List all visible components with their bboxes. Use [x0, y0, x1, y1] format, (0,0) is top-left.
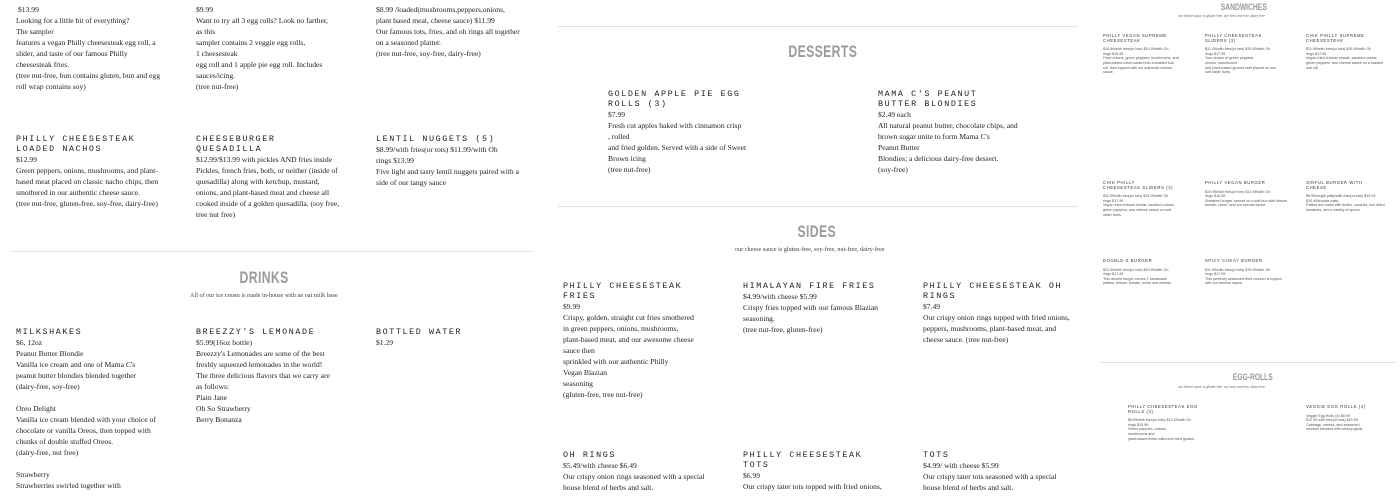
egg-roll-item [1128, 405, 1218, 441]
cheesesteak-oh-rings-title: PHILLY CHEESESTEAK OH RINGS [923, 281, 1063, 301]
sandwich-description: $11.49/with fries(or tots) $15.49/with Oh rings $17.99 Your choice of green peppers, onions, mushrooms and plant-based ground beef placed on two soft slider buns. [1205, 47, 1276, 75]
sandwich-item [1103, 181, 1191, 217]
sandwich-item [1103, 34, 1191, 75]
cheesesteak-oh-rings-price: $7.49 [923, 302, 941, 311]
cheesesteak-tots-description: Our crispy tater tots topped with fried onions, [743, 482, 882, 491]
cheesesteak-oh-rings-description: Our crispy onion rings topped with fried onions, peppers, mushrooms, plant-based meat, and cheese sauce. (tree nut-free) [923, 313, 1070, 344]
milkshakes-item [16, 327, 176, 491]
sandwich-item [1306, 34, 1394, 70]
cheesesteak-fries-price: $9.99 [563, 302, 581, 311]
sandwich-description: $9.99/single patty/with fries(or tots) $13.99 $10.49/double patty Patties are made with lentils, zucchini, sun dried tomatoes, and a variety of spices. [1306, 194, 1385, 212]
sandwich-item [1306, 181, 1394, 213]
egg-roll-title: VEGGIE EGG ROLLS (4) [1306, 404, 1366, 409]
oh-rings-title: OH RINGS [563, 450, 617, 460]
platter-description: $8.99 /loaded(mushrooms,peppers,onions, plant based meat, cheese sauce) $11.99 Our famous tots, fries, and oh rings all together on a seasoned platter. (tree nut-free, soy-free, dairy-free) [376, 5, 520, 58]
loaded-nachos-item [16, 134, 176, 209]
tots-title: TOTS [923, 450, 950, 460]
sandwich-item [1205, 181, 1293, 208]
himalayan-fries-description: Crispy fries topped with our famous Blazian seasoning. (tree nut-free, gluten-free) [743, 303, 878, 334]
tots-description: Our crispy tater tots seasoned with a special house blend of herbs and salt. [923, 472, 1057, 492]
section-divider [558, 26, 1078, 27]
sandwich-title: CHIK PHILLY CHEESESTEAK SLIDERS (3) [1103, 180, 1174, 190]
sandwich-description: $11.99/with fries(or tots) $15.99/with Oh rings $17.99 This perfectly seasoned fried chicken is topped with our famous sauce. [1205, 267, 1282, 286]
sandwich-description: $10.99/with fries(or tots) $14.99/with Oh rings $16.99 Fried onions, green peppers, mushrooms, and plant-based meat loaded into a toasted sub roll, then topped with our authentic cheese sauce. [1103, 47, 1179, 75]
milkshakes-title: MILKSHAKES [16, 327, 83, 337]
lemonade-description: Breezzy's Lemonades are some of the best freshly squeezed lemonades in the world! The three delicious flavors that we carry are as follows: Plain Jane Oh So Strawberry Berry Bonanza [196, 349, 330, 424]
bottled-water-price: $1.29 [376, 338, 394, 347]
cheesesteak-fries-item [563, 281, 713, 400]
milkshake-flavor: Strawberry Strawberries swirled together with [16, 470, 121, 490]
egg-roll-sampler-description: Want to try all 3 egg rolls? Look no farther, as this sampler contains 2 veggie egg rolls, 1 cheesesteak egg roll and 1 apple pie egg roll. Includes sauces/icing. (tree nut-free) [196, 16, 328, 91]
sandwich-title: PHILLY VEGAN BURGER [1205, 180, 1266, 185]
sandwich-title: SINFUL BURGER WITH CHEESE [1306, 180, 1363, 190]
cheesesteak-oh-rings-item [923, 281, 1073, 345]
blondies-price: $2.49 each [878, 110, 911, 119]
sandwich-title: DOUBLE-Z BURGER [1103, 258, 1153, 263]
himalayan-fries-price: $4.99/with cheese $5.99 [743, 292, 817, 301]
egg-rolls-subtitle: our cheese sauce is gluten-free, soy-free, nut-free, dairy-free [1178, 385, 1265, 389]
blondies-item [878, 89, 1038, 175]
egg-roll-description: Veggie Egg Rolls (4) $8.99 $12.99 with fries(or tots) $15.99 Cabbage, carrots, and seasoned noodles blended with savory garlic. [1306, 413, 1364, 432]
egg-roll-title: PHILLY CHEESESTEAK EGG ROLLS (3) [1128, 404, 1198, 414]
sides-heading: SIDES [797, 222, 837, 241]
sandwich-item [1205, 34, 1293, 75]
quesadilla-item [196, 134, 346, 220]
sampler-price: $13.99 [18, 5, 39, 14]
quesadilla-title: CHEESEBURGER QUESADILLA [196, 134, 276, 154]
milkshake-flavor: Peanut Butter Blondie Vanilla ice cream and one of Mama C's peanut butter blondies blended together (dairy-free, soy-free) [16, 349, 137, 391]
section-divider [12, 251, 532, 252]
lemonade-title: BREEZZY'S LEMONADE [196, 327, 316, 337]
blondies-description: All natural peanut butter, chocolate chips, and brown sugar unite to form Mama C's Peanut Butter Blondies; a delicious dairy-free dessert. (soy-free) [878, 121, 1018, 174]
drinks-heading: DRINKS [239, 268, 289, 287]
apple-pie-egg-rolls-item [608, 89, 758, 175]
milkshake-flavor: Oreo Delight Vanilla ice cream blended with your choice of chocolate or vanilla Oreos, then topped with chunks of double stuffed Oreos. (dairy-free, nut free) [16, 404, 156, 457]
milkshakes-price: $6, 12oz [16, 338, 43, 347]
lemonade-price: $5.99(16oz bottle) [196, 338, 253, 347]
platter-item [376, 4, 536, 59]
lemonade-item [196, 327, 346, 425]
apple-pie-egg-rolls-price: $7.99 [608, 110, 626, 119]
himalayan-fries-item [743, 281, 893, 335]
egg-roll-item [1306, 405, 1394, 432]
drinks-subtitle: All of our ice cream is made in-house with an oat milk base [190, 292, 338, 299]
desserts-heading: DESSERTS [788, 42, 858, 61]
apple-pie-egg-rolls-description: Fresh cut apples baked with cinnamon crisp , rolled and fried golden. Served with a side of Sweet Brown icing (tree nut-free) [608, 121, 747, 174]
section-divider [1100, 362, 1396, 363]
lentil-nuggets-title: LENTIL NUGGETS (5) [376, 134, 496, 144]
sandwich-title: CHIK PHILLY SUPREME CHEESESTEAK [1306, 33, 1365, 43]
bottled-water-item [376, 327, 526, 348]
loaded-nachos-price: $12.99 [16, 155, 37, 164]
sampler-item [16, 4, 176, 92]
egg-rolls-heading: EGG-ROLLS [1232, 372, 1273, 382]
quesadilla-description: Pickles, french fries, both, or neither (inside of quesadilla) along with ketchup, mustard, onions, and plant-based meat and cheese all cooked inside of a golden quesadilla. (soy free, tree nut free) [196, 166, 340, 219]
cheesesteak-tots-item [743, 450, 893, 492]
sandwich-description: $11.99/with fries(or tots) $15.99/with Oh rings $17.99 Vegan fried chicken breast, sautéed onions, green peppers, and cheese sauce on a toasted sub roll. [1306, 47, 1384, 70]
sides-subtitle: our cheese sauce is gluten-free, soy-free, nut-free, dairy-free [735, 246, 885, 253]
blondies-title: MAMA C'S PEANUT BUTTER BLONDIES [878, 89, 978, 109]
egg-roll-sampler-item [196, 4, 346, 92]
oh-rings-description: Our crispy onion rings seasoned with a special house blend of herbs and salt. [563, 472, 705, 492]
cheesesteak-tots-title: PHILLY CHEESESTEAK TOTS [743, 450, 863, 470]
sandwiches-heading: SANDWICHES [1220, 2, 1267, 12]
sandwiches-subtitle: our cheese sauce is gluten-free, soy-free, nut-free, dairy-free [1178, 14, 1265, 18]
cheesesteak-tots-price: $6.99 [743, 471, 761, 480]
lentil-nuggets-description: Five light and tasty lentil nuggets paired with a side of our tangy sauce [376, 167, 519, 187]
sandwich-item [1205, 259, 1293, 286]
sandwich-title: SPICY CHKAY BURGER [1205, 258, 1263, 263]
sandwich-item [1103, 259, 1191, 286]
loaded-nachos-description: Green peppers, onions, mushrooms, and plant- based meat placed on classic nacho chips, then smothered in our authentic cheese sauce. (tree nut-free, gluten-free, soy-free, dairy-free) [16, 166, 159, 208]
sandwich-description: $11.99/with fries(or tots) $15.99/with Oh rings $17.99 Vegan fried chicken breast, sautéed onions, green peppers, and cheese sauce on soft slider buns. [1103, 194, 1175, 217]
lentil-nuggets-item [376, 134, 536, 188]
sandwich-title: PHILLY CHEESESTEAK SLIDERS (3) [1205, 33, 1262, 43]
cheesesteak-fries-title: PHILLY CHEESESTEAK FRIES [563, 281, 683, 301]
egg-roll-sampler-price: $9.99 [196, 5, 214, 14]
section-divider [558, 206, 1078, 207]
oh-rings-price: $5.49/with cheese $6.49 [563, 461, 637, 470]
lentil-nuggets-price: $8.99/with fries(or tots) $11.99/with Oh rings $13.99 [376, 145, 498, 165]
sampler-description: Looking for a little bit of everything? The sampler features a vegan Philly cheesesteak egg roll, a slider, and taste of our famous Philly cheesesteak fries. (tree nut-free, bun contains gluten, bun and egg roll wrap contains soy) [16, 16, 161, 91]
sandwich-description: $12.99/with fries(or tots) $15.99/with Oh rings $17.99 This double burger comes 2 handmade patties, lettuce, tomato, onion and cheese. [1103, 267, 1173, 286]
apple-pie-egg-rolls-title: GOLDEN APPLE PIE EGG ROLLS (3) [608, 89, 741, 109]
loaded-nachos-title: PHILLY CHEESESTEAK LOADED NACHOS [16, 134, 136, 154]
bottled-water-title: BOTTLED WATER [376, 327, 463, 337]
tots-item [923, 450, 1073, 493]
oh-rings-item [563, 450, 713, 493]
cheesesteak-fries-description: Crispy, golden, straight cut fries smothered in green peppers, onions, mushrooms, plant-based meat, and our awesome cheese sauce then sprinkled with our authentic Philly Vegan Blazian seasoning (gluten-free, tree nut-free) [563, 313, 694, 399]
egg-roll-description: $9.99/with fries(or tots) $13.99/with Oh rings $15.99 Green peppers, onions, mushrooms and plant-based meat rolled and fried golden. [1128, 418, 1196, 441]
sandwich-title: PHILLY VEGAN SUPREME CHEESESTEAK [1103, 33, 1167, 43]
tots-price: $4.99/ with cheese $5.99 [923, 461, 999, 470]
quesadilla-price: $12.99/$13.99 with pickles AND fries inside [196, 155, 333, 164]
himalayan-fries-title: HIMALAYAN FIRE FRIES [743, 281, 876, 291]
sandwich-description: $10.99/with fries(or tots) $14.99/with Oh rings $16.99 Smashed burger, served on a soft bun with lettuce, tomato, onion, and our special sauce. [1205, 189, 1289, 208]
